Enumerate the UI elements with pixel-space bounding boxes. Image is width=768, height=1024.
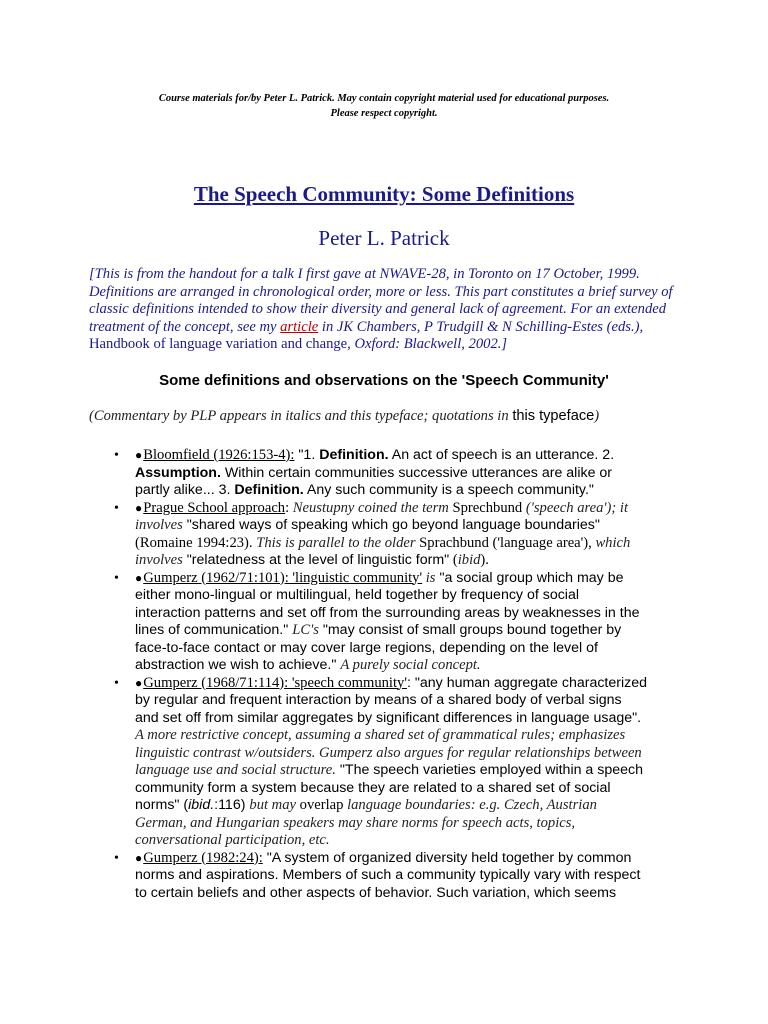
quote-text: "may consist of small groups bound together by face-to-face contact or may cover large regions, depending on the level of abstraction we wish to achieve." — [135, 622, 622, 673]
quote-bold: Definition. — [234, 482, 304, 498]
commentary-text: is — [422, 569, 436, 586]
bullet-icon: ● — [135, 675, 143, 690]
bullet-icon: • — [114, 448, 119, 463]
commentary-note — [89, 407, 689, 425]
plain-text: ). — [480, 552, 489, 568]
commentary-text: but may — [249, 797, 297, 813]
section-heading: Some definitions and observations on the 'Speech Community' — [159, 372, 609, 389]
bullet-icon: • — [114, 500, 119, 516]
commentary-text-1: (Commentary by PLP appears in italics and this typeface; quotations in — [89, 408, 513, 424]
list-item-gumperz-1968 — [0, 675, 648, 850]
quote-text: "a social group which may be either mono-lingual or multilingual, held together by frequency of social interaction patterns and set off from the surrounding areas by weaknesses in the lines of communication." — [135, 569, 640, 638]
quote-text: "1. — [294, 447, 320, 463]
quote-text: "A system of organized diversity held together by common norms and aspirations. Members of such a community typically vary with respect to certain beliefs and other aspects of behavior. Such variation, which seems — [135, 849, 641, 901]
bullet-icon: ● — [135, 448, 143, 462]
quote-text: : "any human aggregate characterized by regular and frequent interaction by means of a shared body of verbal signs and set off from similar aggregates by significant differences in language usage". — [135, 674, 648, 726]
bullet-icon: • — [114, 675, 119, 691]
citation-gumperz-1968: Gumperz (1968/71:114): 'speech community' — [143, 674, 407, 691]
commentary-text: This is parallel to the older — [256, 534, 416, 551]
list-item-prague — [0, 500, 648, 570]
list-item-gumperz-1962 — [0, 570, 648, 675]
plain-text: ( — [449, 552, 458, 568]
quote-bold: Definition. — [319, 447, 389, 463]
commentary-text-3: ) — [594, 408, 600, 424]
quote-text: "relatedness at the level of linguistic form" — [182, 552, 450, 568]
document-title-text: The Speech Community: Some Definitions — [193, 182, 575, 206]
commentary-text: A more restrictive concept, assuming a shared set of grammatical rules; emphasizes linguistic contrast w/outsiders. Gumperz also argues for regular relationships between language use and social structure. — [135, 727, 642, 778]
intro-book-title: Handbook of language variation and change — [89, 336, 348, 353]
bullet-icon: ● — [135, 570, 143, 585]
quote-text: "shared ways of speaking which go beyond language boundaries" — [182, 517, 600, 533]
plain-text: : — [285, 499, 293, 516]
commentary-text: ('speech area'); it involves — [135, 499, 629, 533]
bullet-icon: ● — [135, 500, 143, 515]
commentary-text: Neustupny coined the term — [292, 499, 449, 516]
plain-text: overlap — [296, 797, 348, 813]
bullet-icon: • — [114, 570, 119, 586]
document-title — [0, 181, 768, 207]
quote-italic: ibid. — [188, 797, 215, 813]
quote-text: "The speech varieties employed within a speech community form a system because they are related to a shared set of social norms" ( — [135, 762, 644, 813]
definitions-list — [0, 447, 768, 902]
plain-text: Sprachbund ('language area'), — [415, 534, 596, 551]
article-link[interactable]: article — [280, 318, 319, 335]
quote-text: :116) — [214, 797, 250, 813]
commentary-text: A purely social concept. — [340, 657, 481, 673]
commentary-typeface-sample: this typeface — [512, 408, 595, 424]
bullet-icon: • — [114, 850, 119, 866]
citation-gumperz-1982: Gumperz (1982:24): — [143, 849, 263, 866]
plain-text: Sprechbund — [448, 499, 526, 516]
quote-bold: Assumption. — [135, 464, 221, 481]
list-item-bloomfield — [0, 447, 648, 500]
bullet-icon: ● — [135, 850, 143, 865]
quote-text: An act of speech is an utterance. 2. — [388, 447, 615, 463]
commentary-text: language boundaries: e.g. Czech, Austrian German, and Hungarian speakers may share norms for speech acts, topics, conversational participation, etc. — [135, 797, 597, 848]
intro-text-before-link: [This is from the handout for a talk I first gave at NWAVE-28, in Toronto on 17 October, 1999. Definitions are arranged in chronological order, more or less. This part constitutes a brief survey of classic definitions intended to show their diversity and general lack of agreement. For an extended treatment of the concept, see my — [89, 266, 673, 335]
copyright-notice-line-2: Please respect copyright. — [330, 108, 438, 119]
document-author: Peter L. Patrick — [318, 226, 450, 250]
citation-prague: Prague School approach — [143, 499, 286, 516]
intro-publisher: , Oxford: Blackwell, 2002.] — [347, 336, 508, 353]
plain-text: (Romaine 1994:23). — [135, 534, 257, 551]
copyright-notice-line-1: Course materials for/by Peter L. Patrick. May contain copyright material used for educational purposes. — [158, 93, 610, 104]
quote-text: Within certain communities successive utterances are alike or partly alike... 3. — [135, 464, 613, 498]
citation-bloomfield: Bloomfield (1926:153-4): — [143, 447, 295, 463]
commentary-text: which involves — [135, 534, 631, 568]
copyright-notice — [90, 91, 678, 121]
citation-gumperz-1962: Gumperz (1962/71:101): 'linguistic community' — [143, 569, 423, 586]
quote-text: Any such community is a speech community." — [303, 482, 594, 498]
intro-text-after-link: in JK Chambers, P Trudgill & N Schilling-Estes (eds.), — [318, 318, 644, 335]
list-item-gumperz-1982 — [0, 850, 648, 903]
commentary-text: LC's — [292, 622, 319, 638]
commentary-text: ibid — [457, 552, 481, 568]
intro-paragraph — [89, 266, 679, 354]
